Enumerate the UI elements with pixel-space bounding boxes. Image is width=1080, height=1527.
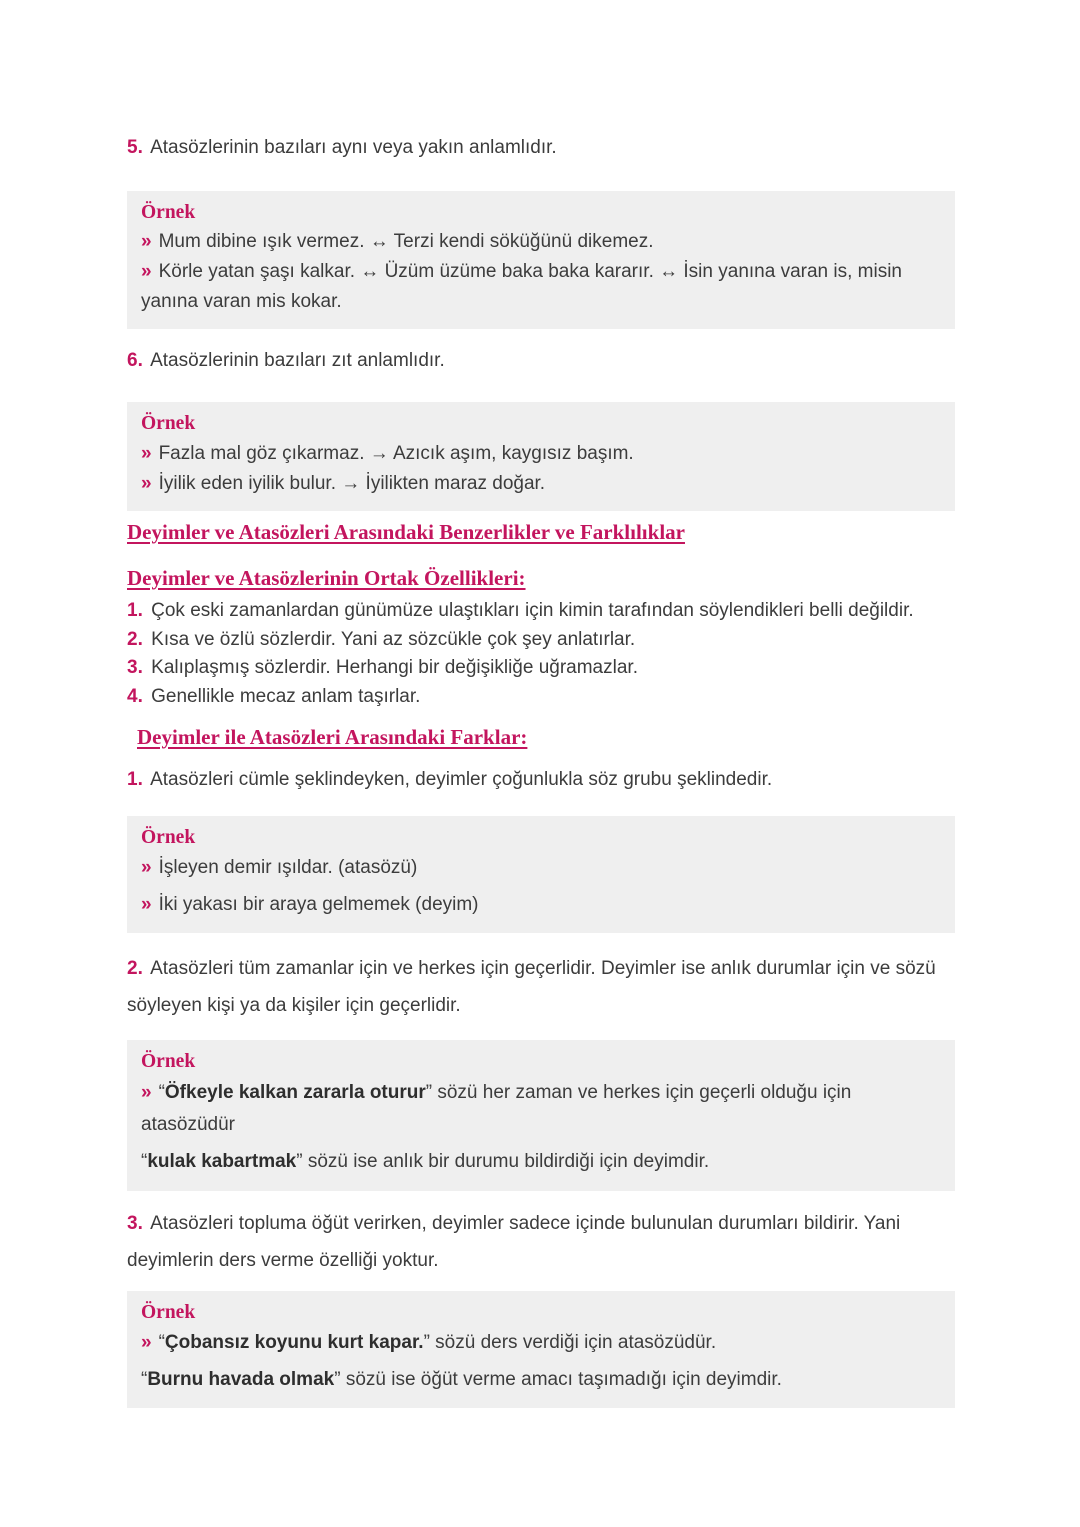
- example-line: [141, 1327, 941, 1360]
- bullet-icon: »: [141, 893, 152, 915]
- numbered-paragraph: [127, 134, 955, 163]
- example-box: [127, 1291, 955, 1409]
- example-box: [127, 1040, 955, 1190]
- item-number: 3.: [127, 1212, 143, 1234]
- example-line: [141, 227, 941, 257]
- list-item: [127, 683, 955, 712]
- section-heading: Deyimler ile Atasözleri Arasındaki Farklar:: [137, 724, 528, 749]
- list-item-text: Çok eski zamanlardan günümüze ulaştıkları için kimin tarafından söylendikleri belli değildir.: [151, 600, 914, 622]
- item-number: 3.: [127, 657, 143, 679]
- example-box: [127, 191, 955, 329]
- bullet-icon: »: [141, 260, 152, 282]
- bullet-icon: »: [141, 1331, 152, 1353]
- text-segment: ” sözü her zaman ve herkes için geçerli olduğu için atasözüdür: [141, 1081, 852, 1136]
- text-segment: İyilik eden iyilik bulur. → İyilikten maraz doğar.: [158, 472, 546, 494]
- example-line: [141, 889, 941, 922]
- text-segment: Körle yatan şaşı kalkar. ↔ Üzüm üzüme baka baka kararır. ↔ İsin yanına varan is, misin yanına varan mis kokar.: [141, 260, 902, 312]
- numbered-paragraph: [127, 950, 955, 1024]
- example-label: Örnek: [141, 826, 196, 848]
- bullet-icon: »: [141, 442, 152, 464]
- list-item: [127, 654, 955, 683]
- bold-text-segment: Öfkeyle kalkan zararla oturur: [164, 1081, 426, 1103]
- example-line: [141, 1077, 941, 1142]
- example-line: [141, 852, 941, 885]
- bullet-icon: »: [141, 230, 152, 252]
- item-number: 2.: [127, 958, 143, 980]
- text-segment: Atasözleri topluma öğüt verirken, deyimler sadece içinde bulunulan durumları bildirir. Yani deyimlerin ders verme özelliği yoktur.: [127, 1212, 901, 1271]
- example-box: [127, 816, 955, 934]
- item-number: 2.: [127, 628, 143, 650]
- example-box: [127, 402, 955, 510]
- features-list: [127, 597, 955, 712]
- example-label: Örnek: [141, 1051, 196, 1073]
- example-line: [141, 469, 941, 499]
- text-segment: İki yakası bir araya gelmemek (deyim): [158, 893, 479, 915]
- text-segment: Mum dibine ışık vermez. ↔ Terzi kendi söküğünü dikemez.: [158, 230, 654, 252]
- item-number: 1.: [127, 600, 143, 622]
- numbered-paragraph: [127, 347, 955, 376]
- example-line: [141, 1364, 941, 1397]
- item-number: 1.: [127, 769, 143, 791]
- text-segment: Atasözleri cümle şeklindeyken, deyimler çoğunlukla söz grubu şeklindedir.: [150, 769, 773, 791]
- numbered-paragraph: [127, 1205, 955, 1279]
- numbered-paragraph: [127, 766, 955, 795]
- list-item-text: Kısa ve özlü sözlerdir. Yani az sözcükle çok şey anlatırlar.: [151, 628, 636, 650]
- text-segment: Atasözlerinin bazıları zıt anlamlıdır.: [150, 349, 445, 371]
- text-segment: “: [158, 1331, 165, 1353]
- example-line: [141, 439, 941, 469]
- section-heading: Deyimler ve Atasözleri Arasındaki Benzerlikler ve Farklılıklar: [127, 519, 685, 544]
- item-number: 4.: [127, 686, 143, 708]
- text-segment: Fazla mal göz çıkarmaz. → Azıcık aşım, kaygısız başım.: [158, 442, 634, 464]
- text-segment: Atasözlerinin bazıları aynı veya yakın anlamlıdır.: [150, 137, 557, 158]
- list-item: [127, 597, 955, 626]
- bullet-icon: »: [141, 1081, 152, 1103]
- example-label: Örnek: [141, 201, 196, 223]
- text-segment: Atasözleri tüm zamanlar için ve herkes için geçerlidir. Deyimler ise anlık durumlar için ve sözü söyleyen kişi ya da kişiler için geçerlidir.: [127, 958, 936, 1017]
- text-segment: ” sözü ders verdiği için atasözüdür.: [423, 1331, 717, 1353]
- text-segment: ” sözü ise öğüt verme amacı taşımadığı için deyimdir.: [334, 1368, 782, 1390]
- bold-text-segment: kulak kabartmak: [147, 1150, 297, 1172]
- bullet-icon: »: [141, 472, 152, 494]
- item-number: 6.: [127, 349, 143, 371]
- text-segment: “: [158, 1081, 165, 1103]
- bold-text-segment: Burnu havada olmak: [147, 1368, 335, 1390]
- item-number: 5.: [127, 137, 143, 158]
- bullet-icon: »: [141, 856, 152, 878]
- text-segment: “: [141, 1150, 148, 1172]
- bold-text-segment: Çobansız koyunu kurt kapar.: [164, 1331, 424, 1353]
- list-item: [127, 626, 955, 655]
- example-line: [141, 257, 941, 317]
- text-segment: “: [141, 1368, 148, 1390]
- list-item-text: Kalıplaşmış sözlerdir. Herhangi bir değişikliğe uğramazlar.: [151, 657, 638, 679]
- section-heading: Deyimler ve Atasözlerinin Ortak Özellikleri:: [127, 565, 526, 590]
- example-label: Örnek: [141, 1301, 196, 1323]
- text-segment: ” sözü ise anlık bir durumu bildirdiği için deyimdir.: [296, 1150, 710, 1172]
- text-segment: İşleyen demir ışıldar. (atasözü): [158, 856, 418, 878]
- list-item-text: Genellikle mecaz anlam taşırlar.: [151, 686, 421, 708]
- example-line: [141, 1146, 941, 1179]
- example-label: Örnek: [141, 413, 196, 435]
